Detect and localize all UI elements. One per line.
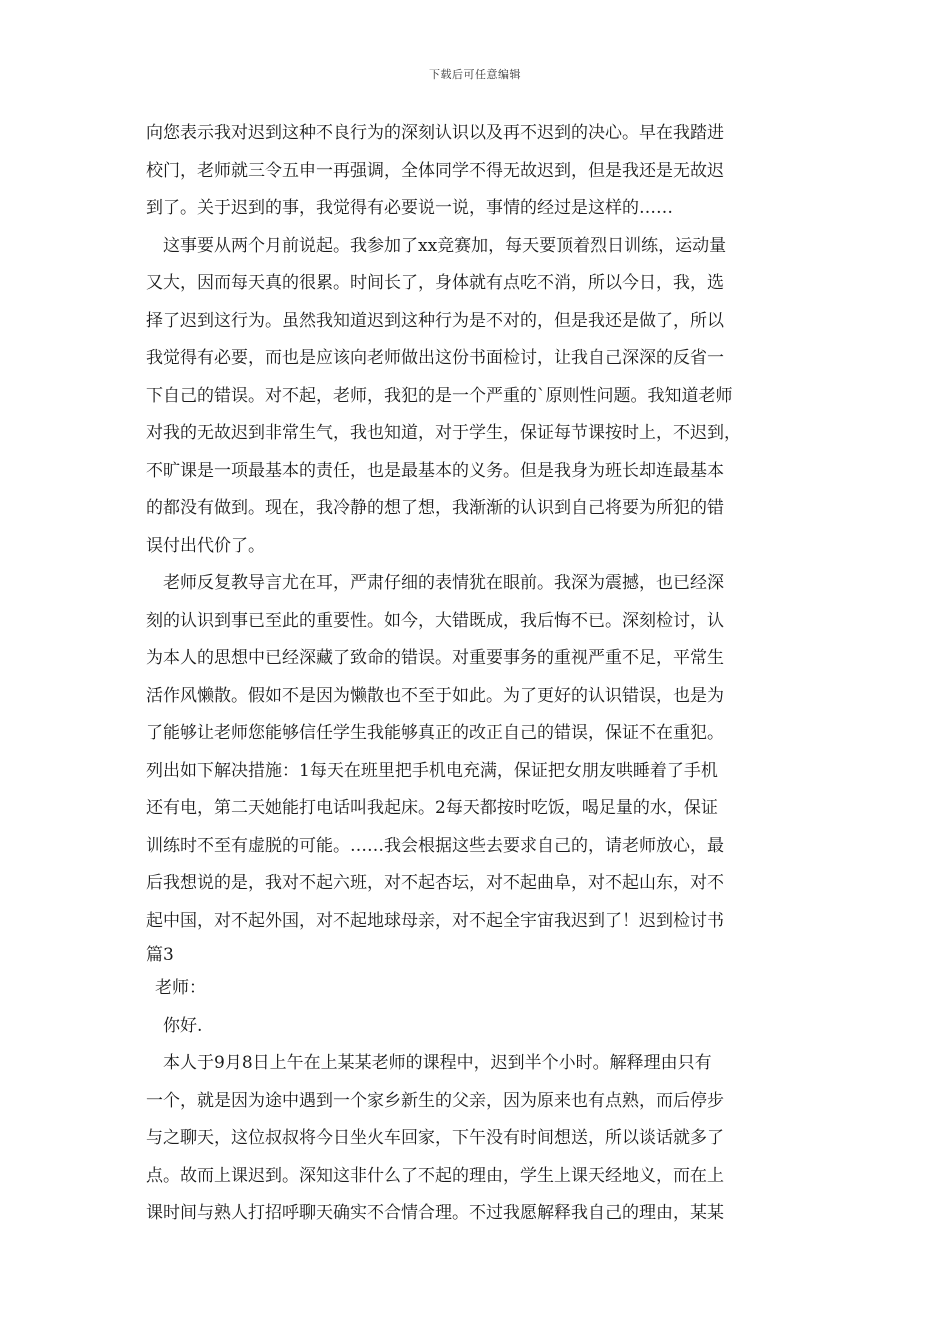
text-line: 刻的认识到事已至此的重要性。如今，大错既成，我后悔不已。深刻检讨，认 bbox=[146, 610, 724, 631]
text-line: 校门，老师就三令五申一再强调，全体同学不得无故迟到，但是我还是无故迟 bbox=[146, 160, 724, 181]
paragraph-start: 本人于9月8日上午在上某某老师的课程中，迟到半个小时。解释理由只有 bbox=[163, 1053, 712, 1073]
text-line: 训练时不至有虚脱的可能。……我会根据这些去要求自己的，请老师放心，最 bbox=[146, 835, 724, 856]
document-body bbox=[146, 115, 816, 1233]
text-line: 误付出代价了。 bbox=[146, 535, 265, 556]
section-label: 篇3 bbox=[146, 945, 174, 965]
text-line: 到了。关于迟到的事，我觉得有必要说一说，事情的经过是这样的…… bbox=[146, 198, 673, 218]
paragraph-start: 这事要从两个月前说起。我参加了xx竞赛加，每天要顶着烈日训练，运动量 bbox=[163, 235, 727, 256]
text-line: 我觉得有必要，而也是应该向老师做出这份书面检讨，让我自己深深的反省一 bbox=[146, 348, 724, 368]
text-line: 下自己的错误。对不起，老师，我犯的是一个严重的`原则性问题。我知道老师 bbox=[146, 385, 733, 406]
page-header: 下载后可任意编辑 bbox=[429, 68, 521, 81]
text-line: 活作风懒散。假如不是因为懒散也不至于如此。为了更好的认识错误，也是为 bbox=[146, 685, 724, 706]
salutation: 老师： bbox=[155, 978, 206, 998]
text-line: 列出如下解决措施：1每天在班里把手机电充满，保证把女朋友哄睡着了手机 bbox=[146, 760, 718, 781]
text-line: 一个，就是因为途中遇到一个家乡新生的父亲，因为原来也有点熟，而后停步 bbox=[146, 1090, 724, 1111]
text-line: 对我的无故迟到非常生气，我也知道，对于学生，保证每节课按时上，不迟到， bbox=[146, 423, 741, 443]
text-line: 择了迟到这行为。虽然我知道迟到这种行为是不对的，但是我还是做了，所以 bbox=[146, 310, 724, 331]
text-line: 为本人的思想中已经深藏了致命的错误。对重要事务的重视严重不足，平常生 bbox=[146, 648, 724, 668]
text-line: 向您表示我对迟到这种不良行为的深刻认识以及再不迟到的决心。早在我踏进 bbox=[146, 123, 724, 143]
text-line: 的都没有做到。现在，我冷静的想了想，我渐渐的认识到自己将要为所犯的错 bbox=[146, 498, 724, 518]
text-line: 不旷课是一项最基本的责任，也是最基本的义务。但是我身为班长却连最基本 bbox=[146, 460, 724, 481]
paragraph-start: 老师反复教导言尤在耳，严肃仔细的表情犹在眼前。我深为震撼，也已经深 bbox=[163, 573, 724, 593]
text-line: 又大，因而每天真的很累。时间长了，身体就有点吃不消，所以今日，我，选 bbox=[146, 273, 724, 293]
text-line: 起中国，对不起外国，对不起地球母亲，对不起全宇宙我迟到了！迟到检讨书 bbox=[146, 910, 724, 931]
text-line: 还有电，第二天她能打电话叫我起床。2每天都按时吃饭，喝足量的水，保证 bbox=[146, 798, 718, 818]
text-line: 点。故而上课迟到。深知这非什么了不起的理由，学生上课天经地义，而在上 bbox=[146, 1165, 724, 1186]
greeting: 你好. bbox=[163, 1015, 203, 1036]
text-line: 了能够让老师您能够信任学生我能够真正的改正自己的错误，保证不在重犯。 bbox=[146, 723, 724, 743]
text-line: 后我想说的是，我对不起六班，对不起杏坛，对不起曲阜，对不起山东，对不 bbox=[146, 873, 724, 893]
text-line: 课时间与熟人打招呼聊天确实不合情合理。不过我愿解释我自己的理由，某某 bbox=[146, 1203, 724, 1223]
text-line: 与之聊天，这位叔叔将今日坐火车回家，下午没有时间想送，所以谈话就多了 bbox=[146, 1128, 724, 1148]
